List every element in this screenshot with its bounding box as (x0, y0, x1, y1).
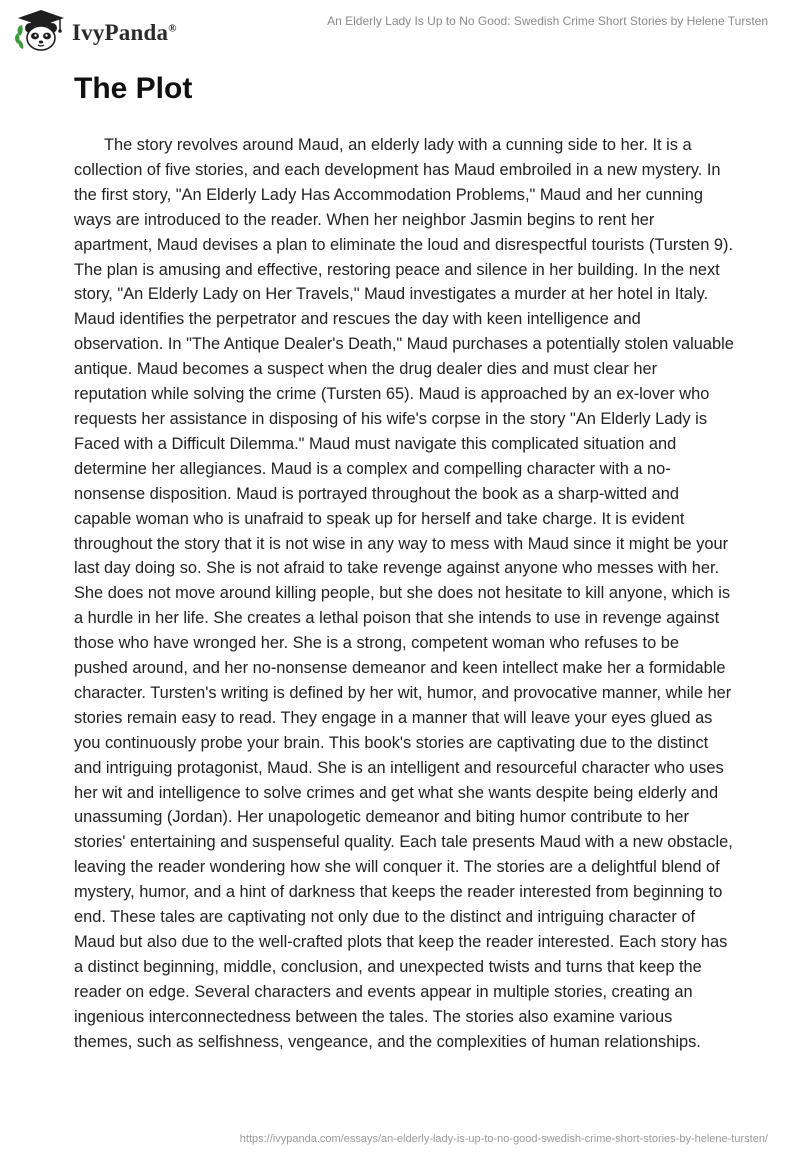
section-heading: The Plot (74, 72, 193, 105)
panda-graduate-icon (14, 8, 68, 54)
ivypanda-logo[interactable] (14, 8, 177, 54)
logo-text: IvyPanda® (72, 20, 177, 45)
source-url[interactable]: https://ivypanda.com/essays/an-elderly-lady-is-up-to-no-good-swedish-crime-short-stories-by-helene-tursten/ (239, 1133, 768, 1145)
document-title: An Elderly Lady Is Up to No Good: Swedish Crime Short Stories by Helene Tursten (327, 14, 768, 28)
page-header (0, 0, 800, 60)
body-paragraph: The story revolves around Maud, an elderly lady with a cunning side to her. It is a collection of five stories, and each development has Maud embroiled in a new mystery. In the first story, "An Elderly Lady Has Accommodation Problems," Maud and her cunning ways are introduced to the reader. When her neighbor Jasmin begins to rent her apartment, Maud devises a plan to eliminate the loud and disrespectful tourists (Tursten 9). The plan is amusing and effective, restoring peace and silence in her building. In the next story, "An Elderly Lady on Her Travels," Maud investigates a murder at her hotel in Italy. Maud identifies the perpetrator and rescues the day with keen intelligence and observation. In "The Antique Dealer's Death," Maud purchases a potentially stolen valuable antique. Maud becomes a suspect when the drug dealer dies and must clear her reputation while solving the crime (Tursten 65). Maud is approached by an ex-lover who requests her assistance in disposing of his wife's corpse in the story "An Elderly Lady is Faced with a Difficult Dilemma." Maud must navigate this complicated situation and determine her allegiances. Maud is a complex and compelling character with a no-nonsense disposition. Maud is portrayed throughout the book as a sharp-witted and capable woman who is unafraid to speak up for herself and take charge. It is evident throughout the story that it is not wise in any way to mess with Maud since it might be your last day doing so. She is not afraid to take revenge against anyone who messes with her. She does not move around killing people, but she does not hesitate to kill anyone, which is a hurdle in her life. She creates a lethal poison that she intends to use in revenge against those who have wronged her. She is a strong, competent woman who refuses to be pushed around, and her no-nonsense demeanor and keen intellect make her a formidable character. Tursten's writing is defined by her wit, humor, and provocative manner, while her stories remain easy to read. They engage in a manner that will leave your eyes glued as you continuously probe your brain. This book's stories are captivating due to the distinct and intriguing protagonist, Maud. She is an intelligent and resourceful character who uses her wit and intelligence to solve crimes and get what she wants despite being elderly and unassuming (Jordan). Her unapologetic demeanor and biting humor contribute to her stories' entertaining and suspenseful quality. Each tale presents Maud with a new obstacle, leaving the reader wondering how she will conquer it. The stories are a delightful blend of mystery, humor, and a hint of darkness that keeps the reader interested from beginning to end. These tales are captivating not only due to the distinct and intriguing character of Maud but also due to the well-crafted plots that keep the reader interested. Each story has a distinct beginning, middle, conclusion, and unexpected twists and turns that keep the reader on edge. Several characters and events appear in multiple stories, creating an ingenious interconnectedness between the tales. The stories also examine various themes, such as selfishness, vengeance, and the complexities of human relationships. (74, 136, 734, 1051)
